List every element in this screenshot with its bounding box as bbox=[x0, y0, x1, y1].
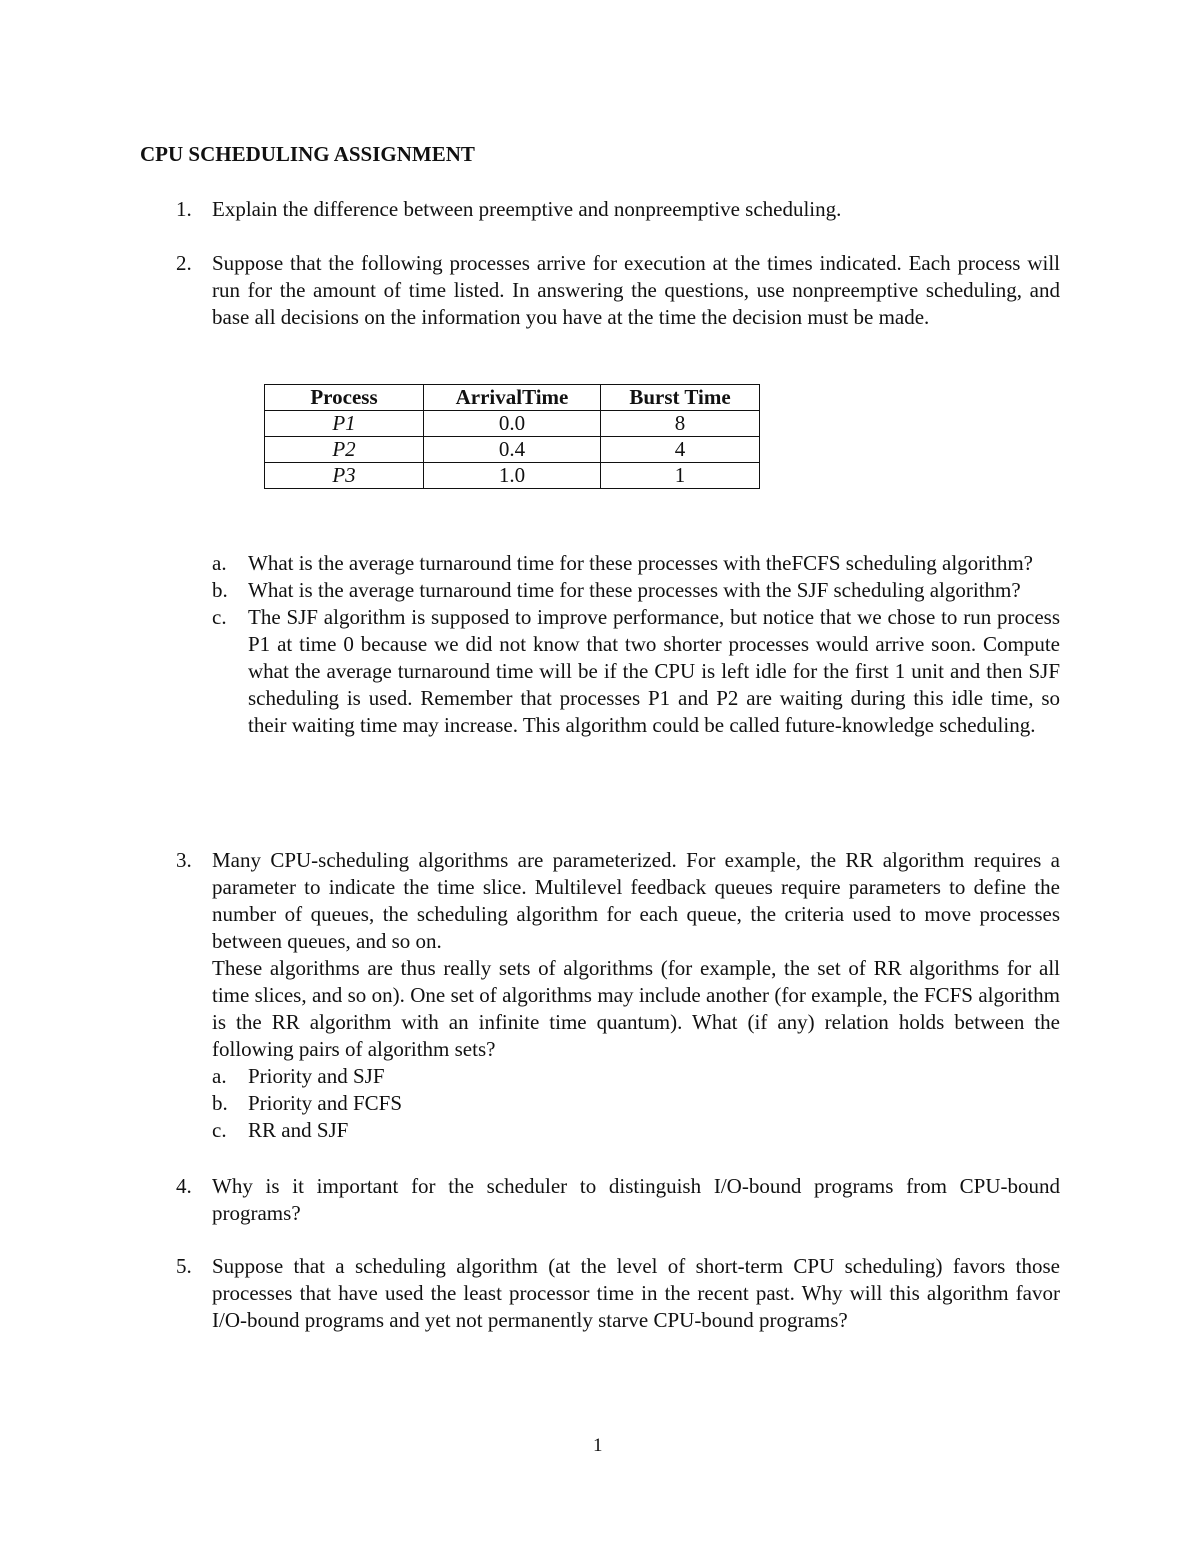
subquestion-text: What is the average turnaround time for these processes with theFCFS scheduling algorithm? bbox=[248, 551, 1033, 575]
subquestion-letter: a. bbox=[212, 551, 227, 575]
table-cell: 0.0 bbox=[424, 411, 601, 437]
question-3 bbox=[140, 847, 1060, 1144]
question-number: 1. bbox=[176, 197, 192, 221]
subquestion-letter: b. bbox=[212, 1091, 228, 1115]
subquestion-a bbox=[212, 550, 1060, 577]
question-5 bbox=[140, 1253, 1060, 1334]
table-header: Burst Time bbox=[601, 385, 760, 411]
question-text: Why is it important for the scheduler to distinguish I/O-bound programs from CPU-bound programs? bbox=[212, 1174, 1060, 1225]
subquestion-letter: c. bbox=[212, 605, 227, 629]
question-number: 5. bbox=[176, 1254, 192, 1278]
subquestion-text: Priority and FCFS bbox=[248, 1091, 403, 1115]
question-number: 3. bbox=[176, 848, 192, 872]
question-4 bbox=[140, 1173, 1060, 1227]
subquestion-letter: c. bbox=[212, 1118, 227, 1142]
subquestion-a bbox=[212, 1063, 1060, 1090]
table-cell: 8 bbox=[601, 411, 760, 437]
question-body bbox=[212, 847, 1060, 1144]
table-cell: 4 bbox=[601, 437, 760, 463]
page-title: CPU SCHEDULING ASSIGNMENT bbox=[140, 142, 475, 166]
subquestion-c bbox=[212, 1117, 1060, 1144]
question-text: Explain the difference between preemptive and nonpreemptive scheduling. bbox=[212, 197, 842, 221]
table-cell: 0.4 bbox=[424, 437, 601, 463]
subquestion-c bbox=[212, 604, 1060, 739]
question-text-continued: These algorithms are thus really sets of algorithms (for example, the set of RR algorithms for all time slices, and so on). One set of algorithms may include another (for example, the FCFS algorithm is the RR algorithm with an infinite time quantum). What (if any) relation holds between the following pairs of algorithm sets? bbox=[212, 956, 1060, 1061]
question-1 bbox=[140, 196, 1060, 223]
table-row bbox=[265, 437, 760, 463]
question-text: Suppose that a scheduling algorithm (at the level of short-term CPU scheduling) favors those processes that have used the least processor time in the recent past. Why will this algorithm favor I/O-bound programs and yet not permanently starve CPU-bound programs? bbox=[212, 1254, 1060, 1332]
subquestion-b bbox=[212, 577, 1060, 604]
page-number: 1 bbox=[593, 1435, 603, 1456]
table-row bbox=[265, 411, 760, 437]
table-cell: P2 bbox=[265, 437, 424, 463]
table-header: ArrivalTime bbox=[424, 385, 601, 411]
table-cell: P3 bbox=[265, 463, 424, 489]
table-row bbox=[265, 463, 760, 489]
table-header-row bbox=[265, 385, 760, 411]
subquestion-text: Priority and SJF bbox=[248, 1064, 385, 1088]
question-number: 2. bbox=[176, 251, 192, 275]
subquestion-text: The SJF algorithm is supposed to improve performance, but notice that we chose to run process P1 at time 0 because we did not know that two shorter processes would arrive soon. Compute what the average turnaround time will be if the CPU is left idle for the first 1 unit and then SJF scheduling is used. Remember that processes P1 and P2 are waiting during this idle time, so their waiting time may increase. This algorithm could be called future-knowledge scheduling. bbox=[248, 605, 1060, 737]
subquestion-text: What is the average turnaround time for these processes with the SJF scheduling algorithm? bbox=[248, 578, 1021, 602]
process-table bbox=[264, 384, 760, 489]
subquestion-letter: b. bbox=[212, 578, 228, 602]
table-cell: 1.0 bbox=[424, 463, 601, 489]
table-cell: 1 bbox=[601, 463, 760, 489]
subquestion-b bbox=[212, 1090, 1060, 1117]
question-number: 4. bbox=[176, 1174, 192, 1198]
table-header: Process bbox=[265, 385, 424, 411]
question-2-subquestions bbox=[212, 550, 1060, 739]
subquestion-text: RR and SJF bbox=[248, 1118, 349, 1142]
question-text: Suppose that the following processes arrive for execution at the times indicated. Each process will run for the amount of time listed. In answering the questions, use nonpreemptive scheduling, and base all decisions on the information you have at the time the decision must be made. bbox=[212, 251, 1060, 329]
question-text: Many CPU-scheduling algorithms are parameterized. For example, the RR algorithm requires a parameter to indicate the time slice. Multilevel feedback queues require parameters to define the number of queues, the scheduling algorithm for each queue, the criteria used to move processes between queues, and so on. bbox=[212, 848, 1060, 953]
question-2 bbox=[140, 250, 1060, 331]
subquestion-letter: a. bbox=[212, 1064, 227, 1088]
table-cell: P1 bbox=[265, 411, 424, 437]
